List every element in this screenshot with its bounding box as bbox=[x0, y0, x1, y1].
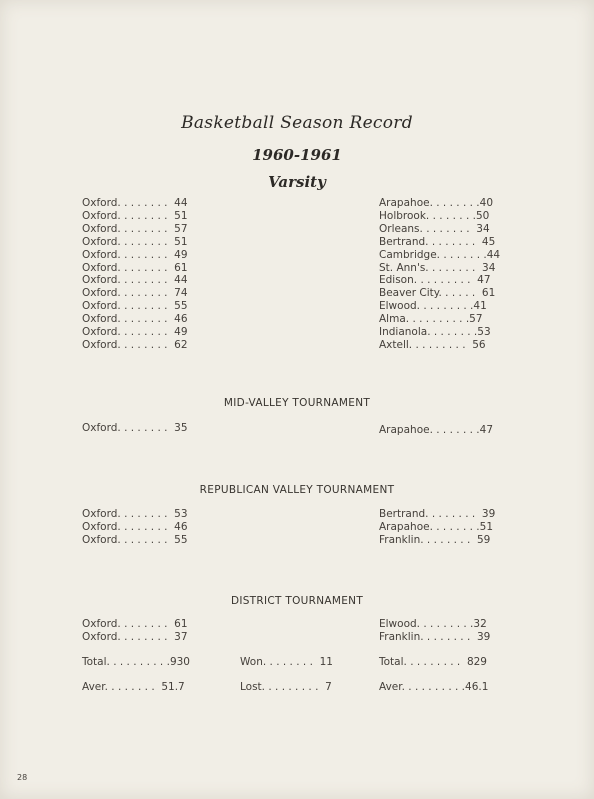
oxford-total: Total. . . . . . . . . .930 bbox=[82, 656, 190, 668]
opponent-score-row: Franklin. . . . . . . . 39 bbox=[379, 631, 491, 643]
oxford-score-row: Oxford. . . . . . . . 51 bbox=[82, 210, 188, 222]
oxford-score-row: Oxford. . . . . . . . 46 bbox=[82, 313, 188, 325]
opponent-score-row: Arapahoe. . . . . . . .40 bbox=[379, 197, 493, 209]
opponent-score-row: Elwood. . . . . . . . .32 bbox=[379, 618, 487, 630]
opponent-score-row: Orleans. . . . . . . . 34 bbox=[379, 223, 490, 235]
oxford-score-row: Oxford. . . . . . . . 49 bbox=[82, 326, 188, 338]
oxford-score-row: Oxford. . . . . . . . 61 bbox=[82, 262, 188, 274]
opponent-score-row: Arapahoe. . . . . . . .47 bbox=[379, 424, 493, 436]
oxford-score-row: Oxford. . . . . . . . 44 bbox=[82, 197, 188, 209]
opponent-score-row: Bertrand. . . . . . . . 45 bbox=[379, 236, 496, 248]
page-number: 28 bbox=[17, 773, 28, 782]
page-title: Basketball Season Record bbox=[181, 113, 413, 133]
opponent-score-row: Franklin. . . . . . . . 59 bbox=[379, 534, 491, 546]
games-won: Won. . . . . . . . 11 bbox=[240, 656, 333, 668]
oxford-score-row: Oxford. . . . . . . . 35 bbox=[82, 422, 188, 434]
oxford-score-row: Oxford. . . . . . . . 49 bbox=[82, 249, 188, 261]
oxford-score-row: Oxford. . . . . . . . 51 bbox=[82, 236, 188, 248]
oxford-score-row: Oxford. . . . . . . . 61 bbox=[82, 618, 188, 630]
oxford-score-row: Oxford. . . . . . . . 37 bbox=[82, 631, 188, 643]
opponent-score-row: Axtell. . . . . . . . . 56 bbox=[379, 339, 486, 351]
opponent-total: Total. . . . . . . . . 829 bbox=[379, 656, 487, 668]
oxford-score-row: Oxford. . . . . . . . 44 bbox=[82, 274, 188, 286]
season-years: 1960-1961 bbox=[252, 146, 342, 164]
oxford-score-row: Oxford. . . . . . . . 55 bbox=[82, 300, 188, 312]
district-heading: DISTRICT TOURNAMENT bbox=[230, 595, 364, 607]
oxford-score-row: Oxford. . . . . . . . 62 bbox=[82, 339, 188, 351]
oxford-score-row: Oxford. . . . . . . . 46 bbox=[82, 521, 188, 533]
opponent-score-row: Bertrand. . . . . . . . 39 bbox=[379, 508, 496, 520]
games-lost: Lost. . . . . . . . . 7 bbox=[240, 681, 332, 693]
opponent-score-row: Edison. . . . . . . . . 47 bbox=[379, 274, 491, 286]
opponent-average: Aver. . . . . . . . . .46.1 bbox=[379, 681, 489, 693]
oxford-score-row: Oxford. . . . . . . . 74 bbox=[82, 287, 188, 299]
oxford-average: Aver. . . . . . . . 51.7 bbox=[82, 681, 185, 693]
mid-valley-heading: MID-VALLEY TOURNAMENT bbox=[223, 397, 371, 409]
team-name: Varsity bbox=[268, 173, 326, 191]
opponent-score-row: Beaver City. . . . . . 61 bbox=[379, 287, 496, 299]
opponent-score-row: Elwood. . . . . . . . .41 bbox=[379, 300, 487, 312]
opponent-score-row: Alma. . . . . . . . . .57 bbox=[379, 313, 483, 325]
oxford-score-row: Oxford. . . . . . . . 55 bbox=[82, 534, 188, 546]
opponent-score-row: St. Ann's. . . . . . . . 34 bbox=[379, 262, 496, 274]
oxford-score-row: Oxford. . . . . . . . 53 bbox=[82, 508, 188, 520]
opponent-score-row: Indianola. . . . . . . .53 bbox=[379, 326, 491, 338]
opponent-score-row: Arapahoe. . . . . . . .51 bbox=[379, 521, 493, 533]
republican-valley-heading: REPUBLICAN VALLEY TOURNAMENT bbox=[199, 484, 395, 496]
oxford-score-row: Oxford. . . . . . . . 57 bbox=[82, 223, 188, 235]
opponent-score-row: Holbrook. . . . . . . .50 bbox=[379, 210, 490, 222]
opponent-score-row: Cambridge. . . . . . . .44 bbox=[379, 249, 501, 261]
